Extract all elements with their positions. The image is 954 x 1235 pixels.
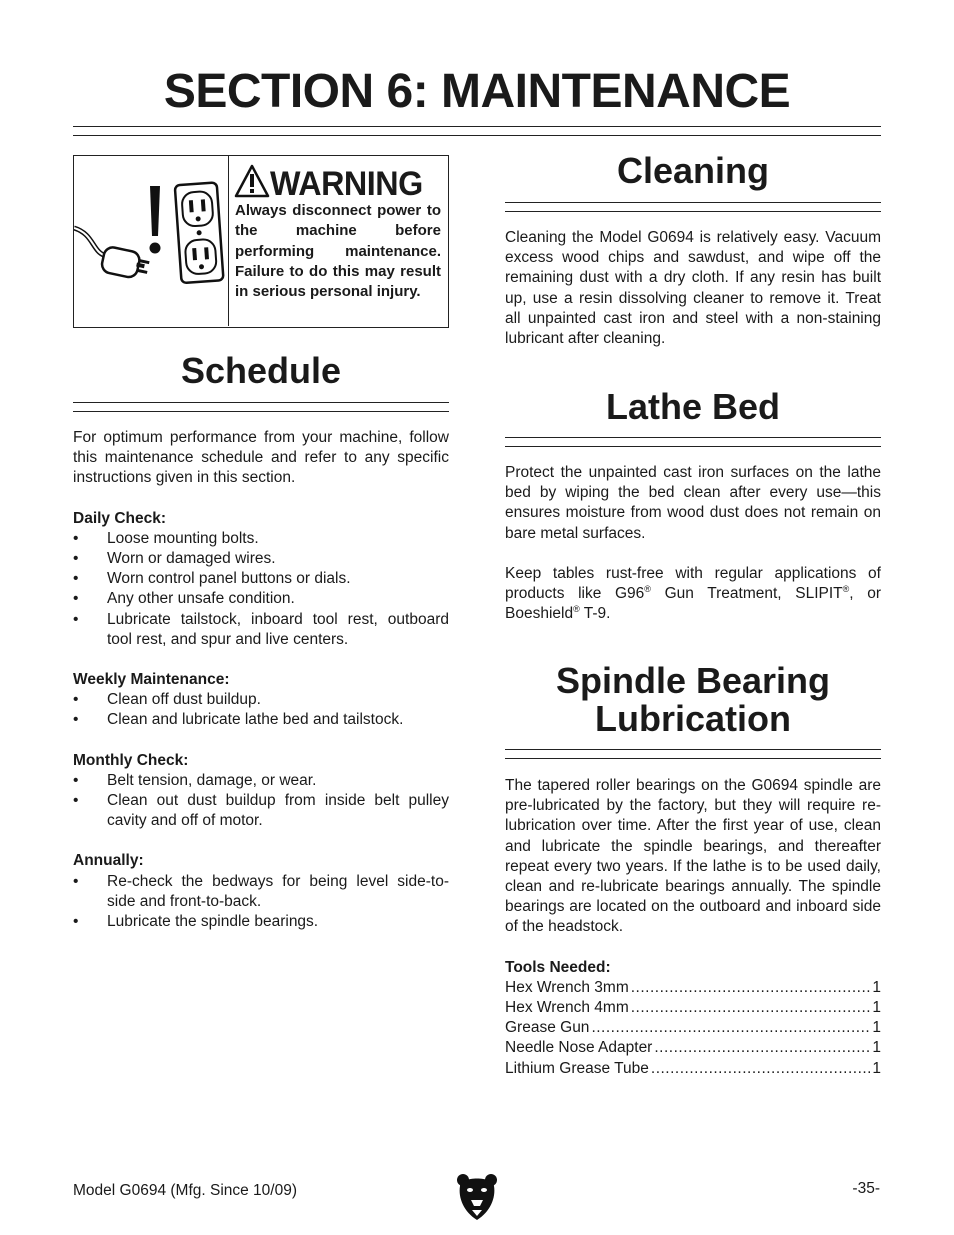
tool-row: Hex Wrench 3mm ..... 1 xyxy=(505,978,881,998)
list-item: • Worn or damaged wires. xyxy=(73,549,449,569)
tool-row: Grease Gun ..... 1 xyxy=(505,1018,881,1038)
spindle-body xyxy=(505,776,881,1079)
list-item: • Worn control panel buttons or dials. xyxy=(73,569,449,589)
bear-logo-icon xyxy=(456,1172,498,1222)
lathe-bed-heading: Lathe Bed xyxy=(605,386,781,427)
list-item: • Clean out dust buildup from inside belt pulley cavity and off of motor. xyxy=(73,791,449,831)
list-item: • Re-check the bedways for being level side-to-side and front-to-back. xyxy=(73,872,449,912)
warning-header xyxy=(234,162,446,202)
list-item: • Any other unsafe condition. xyxy=(73,589,449,609)
footer-model: Model G0694 (Mfg. Since 10/09) xyxy=(73,1182,298,1199)
unplug-icon xyxy=(74,156,228,326)
spindle-heading: Spindle Bearing Lubrication xyxy=(555,660,831,739)
list-item: • Lubricate the spindle bearings. xyxy=(73,912,449,932)
weekly-maintenance-title: Weekly Maintenance: xyxy=(73,671,230,689)
page-title: SECTION 6: MAINTENANCE xyxy=(163,65,791,118)
spindle-rule xyxy=(505,749,881,759)
daily-check-title: Daily Check: xyxy=(73,509,167,527)
title-rule xyxy=(73,126,881,136)
lathe-bed-body xyxy=(505,463,881,624)
warning-triangle-icon xyxy=(234,164,270,198)
cleaning-heading: Cleaning xyxy=(616,150,769,191)
lathe-bed-rule xyxy=(505,437,881,447)
tool-row: Needle Nose Adapter ..... 1 xyxy=(505,1038,881,1058)
spindle-text: The tapered roller bearings on the G0694 spindle are pre-lubricated by the factory, but they will require re-lubrication over time. After the first year of use, clean and lubricate the spindle bearings, and thereafter repeat every two years. If the lathe is to be used daily, clean and re-lubricate bearings annually. The spindle bearings are located on the outboard and inboard side of the headstock. xyxy=(505,777,881,936)
unplug-illustration xyxy=(74,156,229,326)
warning-box xyxy=(73,155,449,328)
schedule-heading: Schedule xyxy=(180,350,342,391)
list-item: • Lubricate tailstock, inboard tool rest, outboard tool rest, and spur and live centers. xyxy=(73,610,449,650)
monthly-check-title: Monthly Check: xyxy=(73,751,189,769)
tools-needed-title: Tools Needed: xyxy=(505,958,611,976)
tool-row: Lithium Grease Tube ..... 1 xyxy=(505,1059,881,1079)
list-item: • Loose mounting bolts. xyxy=(73,529,449,549)
lathe-bed-text-1: Protect the unpainted cast iron surfaces on the lathe bed by wiping the bed clean after every use—this ensures moisture from wood dust does not remain on bare metal surfaces. xyxy=(505,464,881,542)
list-item: • Belt tension, damage, or wear. xyxy=(73,771,449,791)
warning-label: WARNING xyxy=(270,165,423,203)
cleaning-rule xyxy=(505,202,881,212)
list-item: • Clean off dust buildup. xyxy=(73,690,449,710)
lathe-bed-text-2: Keep tables rust-free with regular applications of products like G96® Gun Treatment, SLIPIT®, or Boeshield® T-9. xyxy=(505,564,881,623)
list-item: • Clean and lubricate lathe bed and tailstock. xyxy=(73,710,449,730)
warning-text: Always disconnect power to the machine before performing maintenance. Failure to do this may result in serious personal injury. xyxy=(235,202,441,301)
annually-title: Annually: xyxy=(73,852,144,870)
cleaning-text: Cleaning the Model G0694 is relatively easy. Vacuum excess wood chips and sawdust, and wipe off the remaining dust with a dry cloth. If any resin has built up, use a resin dissolving cleaner to remove it. Treat all unpainted cast iron and steel with a non-staining lubricant after cleaning. xyxy=(505,229,881,348)
page-number: -35- xyxy=(852,1180,880,1197)
schedule-body xyxy=(73,428,449,932)
schedule-intro: For optimum performance from your machine, follow this maintenance schedule and refer to any specific instructions given in this section. xyxy=(73,429,449,487)
tool-row: Hex Wrench 4mm ..... 1 xyxy=(505,998,881,1018)
schedule-rule xyxy=(73,402,449,412)
